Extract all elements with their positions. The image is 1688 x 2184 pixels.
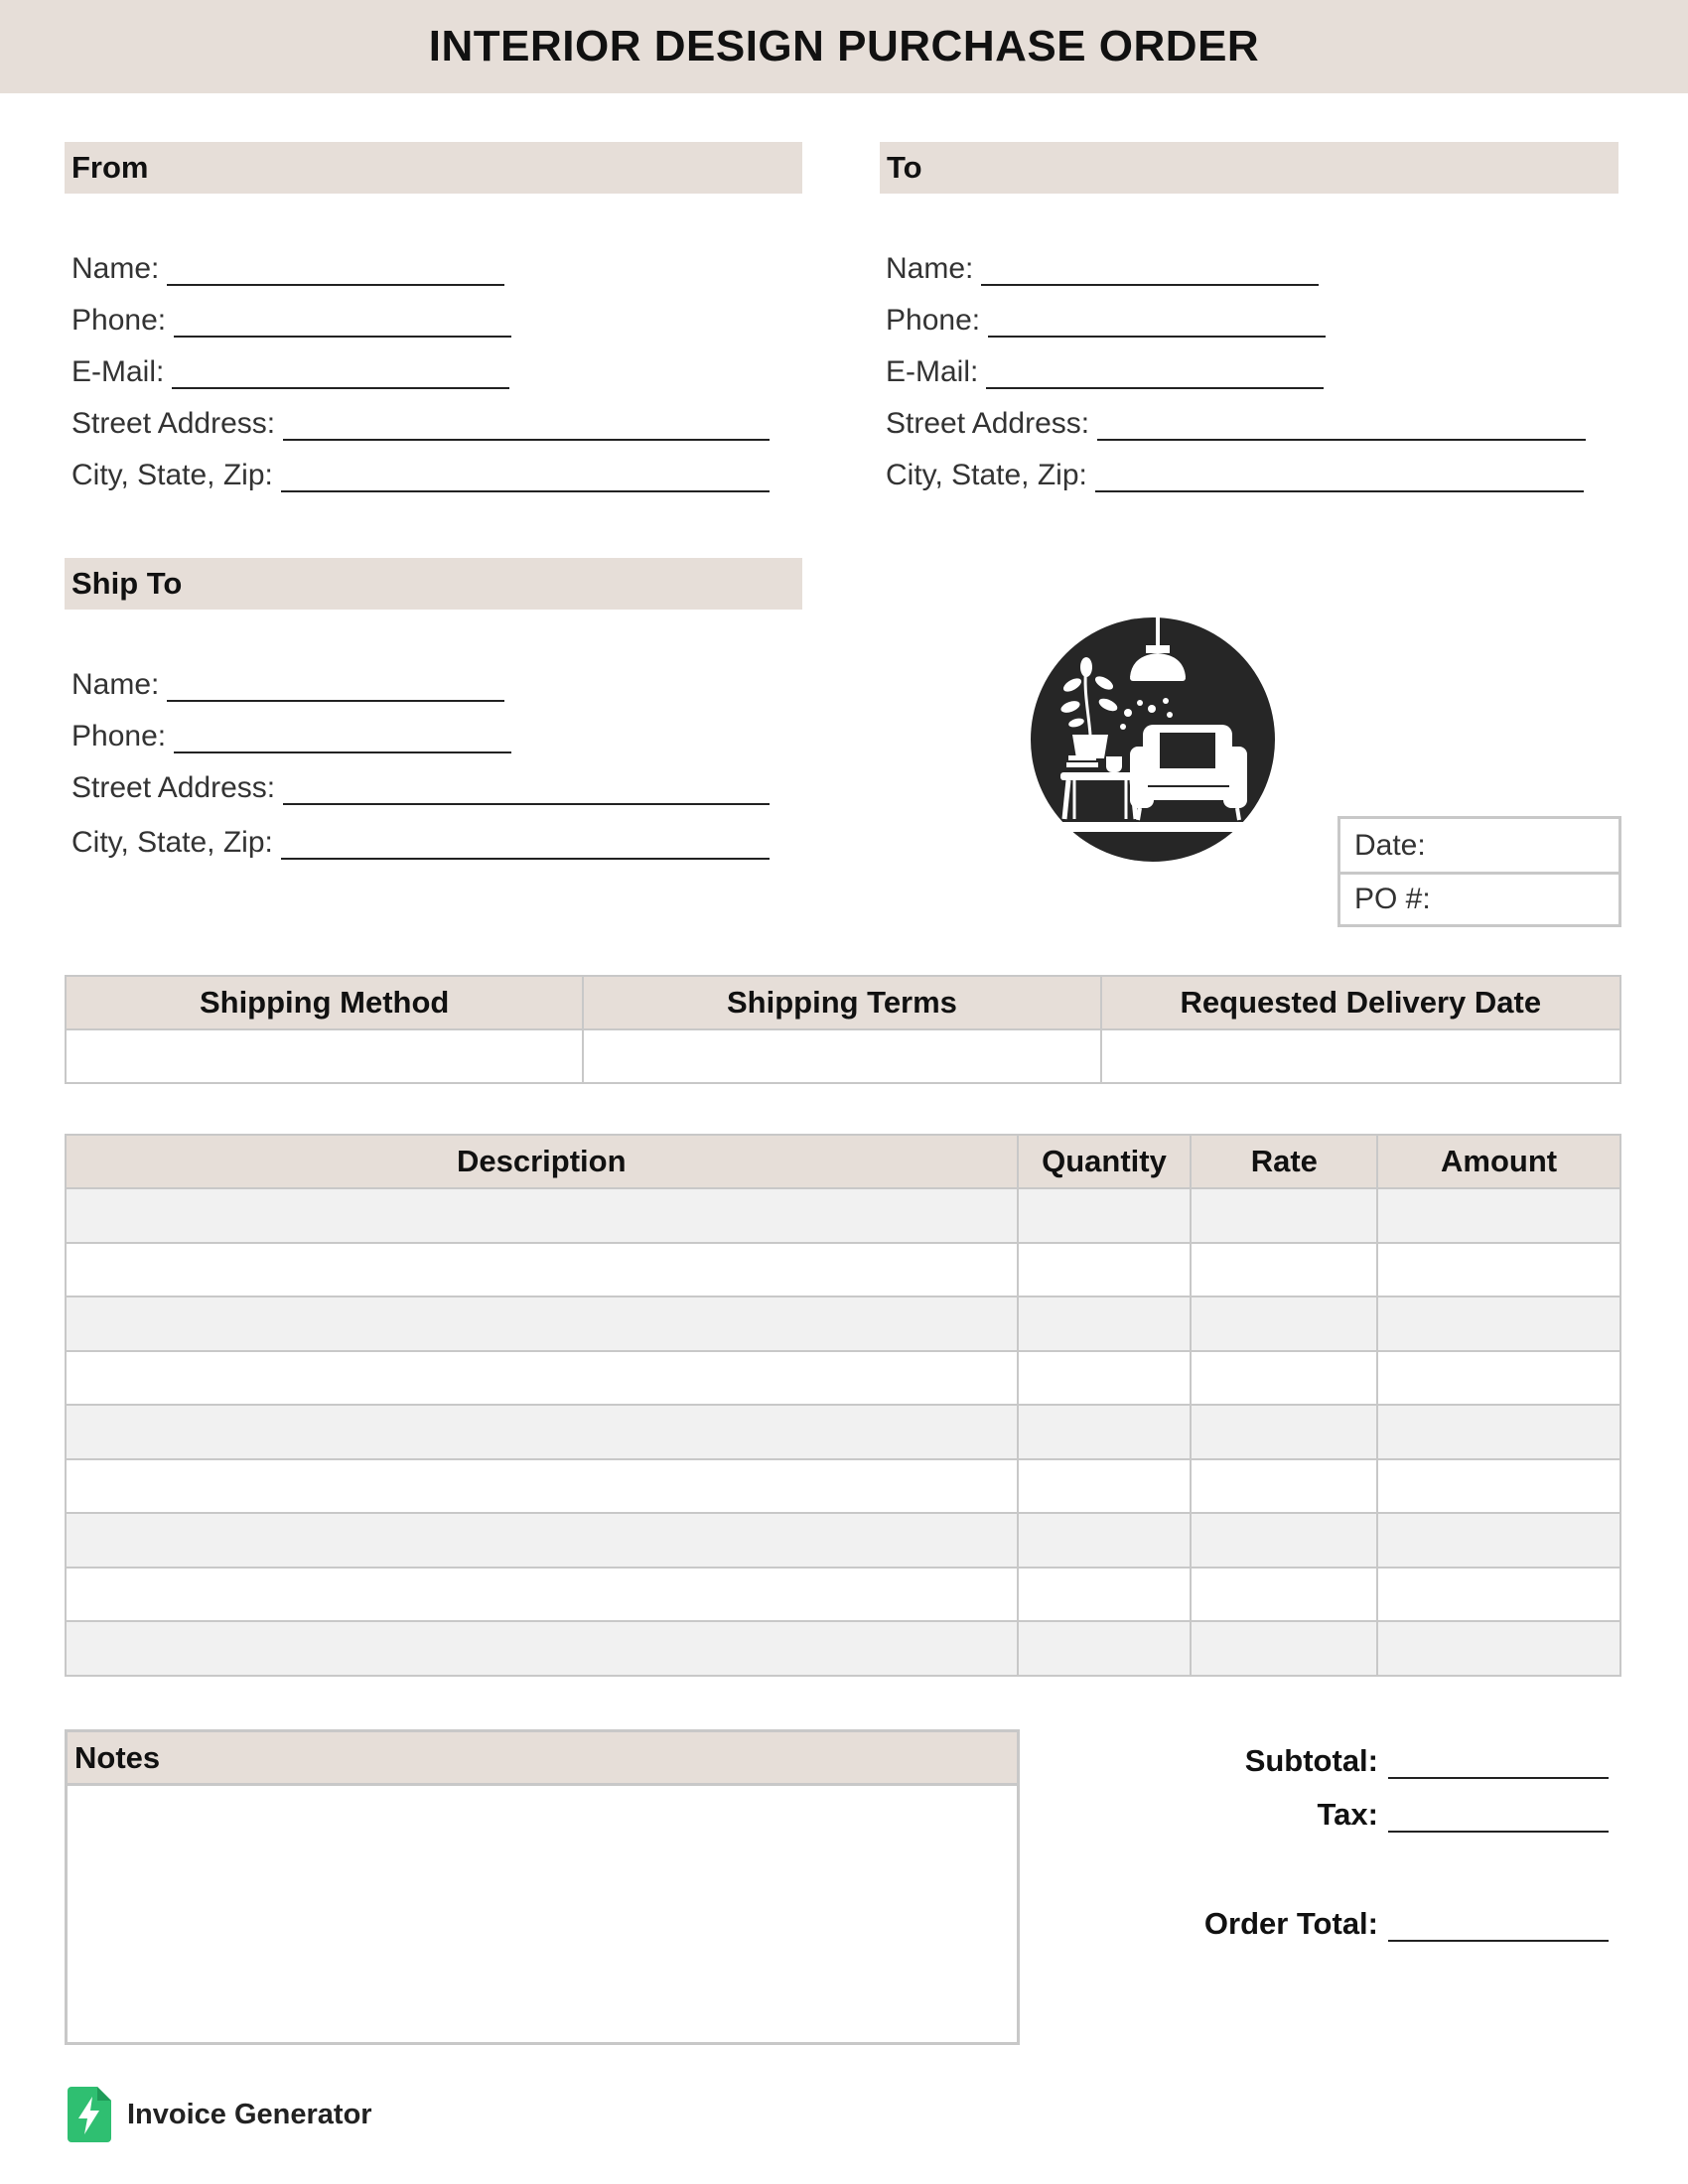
amount-cell[interactable] xyxy=(1377,1568,1620,1622)
from-street-field[interactable]: Street Address: xyxy=(71,401,770,441)
title-bar xyxy=(0,0,1688,93)
description-header: Description xyxy=(66,1135,1018,1188)
notes-text-area[interactable] xyxy=(68,1786,1017,1806)
quantity-cell[interactable] xyxy=(1018,1621,1192,1676)
ship-to-heading: Ship To xyxy=(65,558,802,610)
table-row xyxy=(66,1568,1620,1622)
to-heading: To xyxy=(880,142,1618,194)
delivery-date-cell[interactable] xyxy=(1101,1029,1620,1083)
table-row xyxy=(66,1243,1620,1297)
quantity-cell[interactable] xyxy=(1018,1351,1192,1406)
ship-to-name-field[interactable]: Name: xyxy=(71,662,504,702)
delivery-date-header: Requested Delivery Date xyxy=(1101,976,1620,1029)
rate-cell[interactable] xyxy=(1191,1188,1377,1243)
document-title: INTERIOR DESIGN PURCHASE ORDER xyxy=(428,22,1260,70)
quantity-cell[interactable] xyxy=(1018,1568,1192,1622)
tax-field[interactable]: Tax: xyxy=(1318,1793,1609,1833)
shipping-method-cell[interactable] xyxy=(66,1029,583,1083)
to-street-field[interactable]: Street Address: xyxy=(886,401,1586,441)
order-info-box xyxy=(1337,816,1621,927)
ship-to-street-field[interactable]: Street Address: xyxy=(71,765,770,805)
rate-cell[interactable] xyxy=(1191,1405,1377,1459)
from-phone-field[interactable]: Phone: xyxy=(71,298,511,338)
shipping-table xyxy=(65,975,1621,1084)
amount-cell[interactable] xyxy=(1377,1621,1620,1676)
description-cell[interactable] xyxy=(66,1351,1018,1406)
po-number-field[interactable]: PO #: xyxy=(1340,872,1618,924)
brand-name: Invoice Generator xyxy=(127,2098,372,2130)
quantity-cell[interactable] xyxy=(1018,1513,1192,1568)
lightning-bolt-icon xyxy=(68,2087,111,2142)
table-row xyxy=(66,1297,1620,1351)
description-cell[interactable] xyxy=(66,1243,1018,1297)
rate-cell[interactable] xyxy=(1191,1621,1377,1676)
from-name-field[interactable]: Name: xyxy=(71,246,504,286)
amount-header: Amount xyxy=(1377,1135,1620,1188)
rate-cell[interactable] xyxy=(1191,1351,1377,1406)
amount-cell[interactable] xyxy=(1377,1243,1620,1297)
notes-box xyxy=(65,1729,1020,2045)
quantity-cell[interactable] xyxy=(1018,1243,1192,1297)
order-total-field[interactable]: Order Total: xyxy=(1204,1902,1609,1942)
table-row xyxy=(66,1513,1620,1568)
quantity-cell[interactable] xyxy=(1018,1297,1192,1351)
table-row xyxy=(66,1621,1620,1676)
to-email-field[interactable]: E-Mail: xyxy=(886,349,1324,389)
quantity-cell[interactable] xyxy=(1018,1188,1192,1243)
quantity-cell[interactable] xyxy=(1018,1459,1192,1514)
quantity-header: Quantity xyxy=(1018,1135,1192,1188)
notes-heading: Notes xyxy=(68,1732,1017,1786)
rate-cell[interactable] xyxy=(1191,1297,1377,1351)
from-heading: From xyxy=(65,142,802,194)
shipping-terms-header: Shipping Terms xyxy=(583,976,1100,1029)
amount-cell[interactable] xyxy=(1377,1351,1620,1406)
description-cell[interactable] xyxy=(66,1568,1018,1622)
ship-to-city-field[interactable]: City, State, Zip: xyxy=(71,820,770,860)
table-row xyxy=(66,1405,1620,1459)
amount-cell[interactable] xyxy=(1377,1513,1620,1568)
amount-cell[interactable] xyxy=(1377,1188,1620,1243)
rate-cell[interactable] xyxy=(1191,1459,1377,1514)
brand-footer xyxy=(68,2087,372,2142)
table-row xyxy=(66,1351,1620,1406)
table-row xyxy=(66,1459,1620,1514)
to-city-field[interactable]: City, State, Zip: xyxy=(886,453,1584,492)
description-cell[interactable] xyxy=(66,1513,1018,1568)
interior-room-icon xyxy=(1029,615,1277,864)
description-cell[interactable] xyxy=(66,1405,1018,1459)
rate-cell[interactable] xyxy=(1191,1243,1377,1297)
amount-cell[interactable] xyxy=(1377,1405,1620,1459)
description-cell[interactable] xyxy=(66,1188,1018,1243)
to-name-field[interactable]: Name: xyxy=(886,246,1319,286)
shipping-method-header: Shipping Method xyxy=(66,976,583,1029)
ship-to-phone-field[interactable]: Phone: xyxy=(71,714,511,753)
amount-cell[interactable] xyxy=(1377,1459,1620,1514)
table-row xyxy=(66,1188,1620,1243)
description-cell[interactable] xyxy=(66,1621,1018,1676)
rate-cell[interactable] xyxy=(1191,1568,1377,1622)
subtotal-field[interactable]: Subtotal: xyxy=(1245,1739,1609,1779)
date-field[interactable]: Date: xyxy=(1354,828,1426,862)
from-city-field[interactable]: City, State, Zip: xyxy=(71,453,770,492)
items-table xyxy=(65,1134,1621,1677)
shipping-terms-cell[interactable] xyxy=(583,1029,1100,1083)
rate-header: Rate xyxy=(1191,1135,1377,1188)
quantity-cell[interactable] xyxy=(1018,1405,1192,1459)
rate-cell[interactable] xyxy=(1191,1513,1377,1568)
to-phone-field[interactable]: Phone: xyxy=(886,298,1326,338)
amount-cell[interactable] xyxy=(1377,1297,1620,1351)
from-email-field[interactable]: E-Mail: xyxy=(71,349,509,389)
description-cell[interactable] xyxy=(66,1459,1018,1514)
description-cell[interactable] xyxy=(66,1297,1018,1351)
